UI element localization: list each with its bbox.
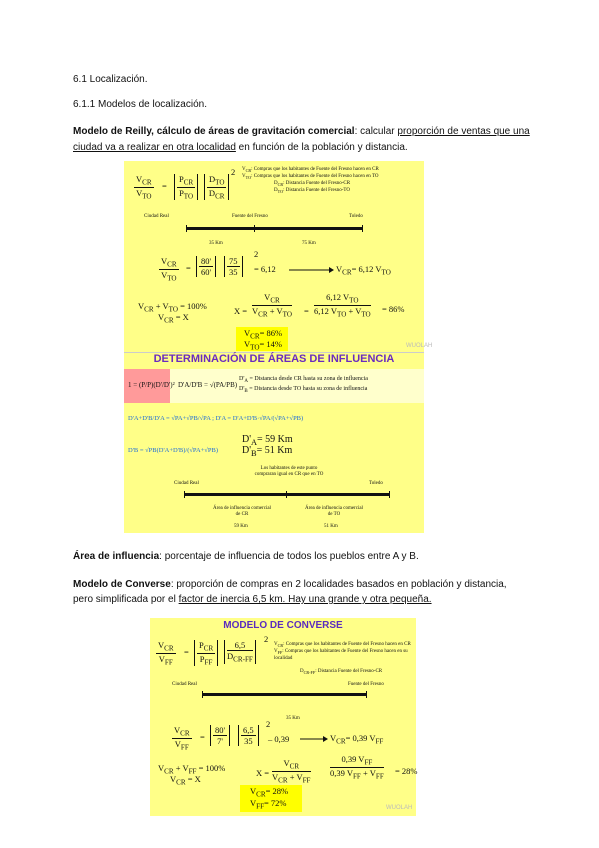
exponent: 2: [266, 719, 271, 729]
equals-sign: =: [200, 732, 205, 742]
result-vff-72: $V_{FF}= 72\%$: [250, 798, 287, 811]
svg-text:1 = (P/P)(D'/D')²: 1 = (P/P)(D'/D')²: [128, 381, 175, 389]
influence-formula-3: [126, 437, 236, 465]
vcr-equals-x: $V_{CR} = X$: [158, 312, 189, 325]
definition-vcr: $V_{CR}$: Compras que los habitantes de Fuente del Fresno hacen en CR: [274, 642, 411, 648]
city-label-ciudad-real: Ciudad Real: [172, 682, 197, 687]
result-vcr-86: $V_{CR}= 86\%$: [244, 328, 283, 341]
ratio-80-60: $\frac{80'}{60'}$: [196, 256, 216, 277]
reilly-colon: : calcular: [354, 126, 398, 137]
converse-underlined: factor de inercia 6,5 km. Hay una grande y otra pequeña.: [178, 594, 432, 605]
x-equals: X =: [234, 306, 248, 316]
x-numeric-fraction: 0,39 $V_{FF}$ 0,39 $V_{FF} + V_{FF}$: [330, 754, 384, 781]
reilly-rest: en función de la población y distancia.: [235, 142, 408, 153]
tick: [254, 225, 255, 232]
sum-100-percent: $V_{CR} + V_{TO} = 100\%$: [138, 301, 207, 314]
equals-sign: =: [186, 263, 191, 273]
distance-35km: 35 Km: [209, 241, 223, 246]
tick: [286, 491, 287, 498]
db-51km: $D'_B= 51$ Km: [242, 445, 293, 458]
reilly-paragraph-line2: [73, 141, 533, 155]
reilly-underlined-2: ciudad va a realizar en otra localidad: [73, 142, 236, 153]
svg-text:D'B = √PB(D'A+D'B)/(√PA+√PB): D'B = √PB(D'A+D'B)/(√PA+√PB): [128, 447, 218, 454]
converse-rest-2: pero simplificada por el: [73, 594, 179, 605]
equals-sign: =: [184, 647, 189, 657]
converse-slide: [150, 618, 416, 816]
definition-dcr: $D_{CR}$: Distancia Fuente del Fresno-CR: [274, 181, 351, 187]
sum-100-percent: $V_{CR} + V_{FF} = 100\%$: [158, 763, 226, 776]
distance-line: [186, 227, 362, 230]
formula-population-ratio: $P_{CR}$ $P_{TO}$: [174, 174, 198, 200]
definition-da: $D'_A$ = Distancia desde CR hasta su zona de influencia: [239, 376, 368, 385]
city-label-ciudad-real: Ciudad Real: [174, 481, 199, 486]
result-86-percent: = 86%: [382, 304, 405, 314]
result-minus-0-39: – 0,39: [268, 734, 290, 744]
city-label-fuente-del-fresno: Fuente del Fresno: [348, 682, 384, 687]
converse-paragraph: [73, 578, 543, 592]
tick: [184, 491, 185, 498]
influence-formula-1: [126, 371, 238, 399]
equal-purchase-note: Los habitantes de este punto compraran igual en CR que en TO: [254, 466, 324, 477]
reilly-underlined-1: proporción de ventas que una: [397, 126, 530, 137]
x-fraction: $V_{CR}$ $V_{CR} + V_{FF}$: [272, 758, 311, 785]
definition-db: $D'_B$ = Distancia desde TO hasta su zona de influencia: [239, 386, 368, 395]
ratio-vcr-vto: $V_{CR}$ $V_{TO}$: [161, 256, 177, 283]
reilly-slide: [124, 161, 433, 533]
area-title: Área de influencia: [73, 551, 160, 562]
tick: [202, 691, 203, 698]
influence-formula-2: [126, 403, 422, 433]
city-label-ciudad-real: Ciudad Real: [144, 214, 169, 219]
area-rest: : porcentaje de influencia de todos los pueblos entre A y B.: [159, 551, 419, 562]
svg-text:D'A/D'B = √(PA/PB): D'A/D'B = √(PA/PB): [178, 381, 238, 389]
tick: [186, 225, 187, 232]
definition-dcr-ff: $D_{CR-FF}$: Distancia Fuente del Fresno-CR: [300, 669, 383, 675]
formula-vcr-vff: $V_{CR}$ $V_{FF}$: [158, 640, 174, 667]
result-vto-14: $V_{TO}= 14\%$: [244, 339, 282, 352]
vcr-equals-0-39-vff: $V_{CR}= 0,39$ $V_{FF}$: [330, 733, 384, 746]
definition-vff: $V_{FF}$: Compras que los habitantes de Fuente del Fresno hacen en su localidad: [274, 649, 408, 661]
exponent: 2: [231, 167, 236, 177]
result-6-12: = 6,12: [254, 264, 276, 274]
x-equals: X =: [256, 768, 270, 778]
section-heading-localizacion: 6.1 Localización.: [73, 74, 148, 85]
formula-vcr-vto: $V_{CR}$ $V_{TO}$: [136, 174, 152, 201]
equals-sign: =: [162, 181, 167, 191]
arrow-icon: [300, 736, 328, 742]
formula-inertia-ratio: 6,5 $D_{CR-FF}$: [224, 640, 256, 664]
exponent: 2: [264, 634, 269, 644]
tick: [362, 225, 363, 232]
city-label-fuente-del-fresno: Fuente del Fresno: [232, 214, 268, 219]
converse-paragraph-line2: [73, 593, 543, 607]
city-label-toledo: Toledo: [349, 214, 363, 219]
da-59km: $D'_A= 59$ Km: [242, 434, 293, 447]
x-numeric-fraction: 6,12 $V_{TO}$ 6,12 $V_{TO} + V_{TO}$: [314, 292, 371, 319]
distance-line: [202, 693, 366, 696]
result-vcr-28: $V_{CR}= 28\%$: [250, 786, 289, 799]
tick: [366, 691, 367, 698]
banner-modelo-de-converse: MODELO DE CONVERSE: [223, 620, 343, 631]
definition-dto: $D_{TO}$: Distancia Fuente del Fresno-TO: [274, 188, 350, 194]
distance-51km: 51 Km: [324, 524, 338, 529]
arrow-icon: [289, 267, 334, 273]
distance-35km: 35 Km: [286, 716, 300, 721]
svg-text:D'A+D'B/D'A = √PA+√PB/√PA ; D': D'A+D'B/D'A = √PA+√PB/√PA ; D'A = D'A+D'B·√PA/(√PA+√PB): [128, 415, 304, 422]
ratio-vcr-vff: $V_{CR}$ $V_{FF}$: [174, 725, 190, 752]
converse-title: Modelo de Converse: [73, 579, 171, 590]
vcr-equals-x: $V_{CR} = X$: [170, 774, 201, 787]
subsection-heading-modelos: 6.1.1 Modelos de localización.: [73, 99, 207, 110]
banner-areas-de-influencia: DETERMINACIÓN DE ÁREAS DE INFLUENCIA: [124, 352, 424, 365]
area-label-cr: Área de influencia comercial de CR: [213, 506, 271, 517]
converse-rest-1: : proporción de compras en 2 localidades basados en población y distancia,: [170, 579, 507, 590]
formula-distance-ratio: $D_{TO}$ $D_{CR}$: [204, 174, 229, 200]
ratio-65-35: $\frac{6,5}{35}$: [238, 725, 259, 746]
watermark: WUOLAH: [386, 805, 413, 811]
exponent: 2: [254, 249, 259, 259]
definition-vto: $V_{TO}$: Compras que los habitantes de Fuente del Fresno hacen en TO: [242, 174, 379, 180]
ratio-80-7: $\frac{80'}{7'}$: [210, 725, 230, 746]
area-label-to: Área de influencia comercial de TO: [305, 506, 363, 517]
ratio-75-35: $\frac{75}{35}$: [224, 256, 243, 277]
area-paragraph: [73, 550, 419, 564]
definition-vcr: $V_{CR}$: Compras que los habitantes de Fuente del Fresno hacen en CR: [242, 167, 379, 173]
x-fraction: $V_{CR}$ $V_{CR} + V_{TO}$: [252, 292, 292, 319]
formula-population-ratio: $P_{CR}$ $P_{FF}$: [194, 640, 218, 666]
city-label-toledo: Toledo: [369, 481, 383, 486]
watermark: WUOLAH: [406, 343, 433, 349]
result-28-percent: = 28%: [395, 766, 418, 776]
vcr-equals-6-12-vto: $V_{CR}= 6,12$ $V_{TO}$: [336, 264, 391, 277]
tick: [389, 491, 390, 498]
reilly-paragraph: [73, 125, 533, 139]
equals-sign: =: [304, 306, 309, 316]
reilly-title: Modelo de Reilly, cálculo de áreas de gravitación comercial: [73, 126, 355, 137]
distance-75km: 75 Km: [302, 241, 316, 246]
distance-59km: 59 Km: [234, 524, 248, 529]
